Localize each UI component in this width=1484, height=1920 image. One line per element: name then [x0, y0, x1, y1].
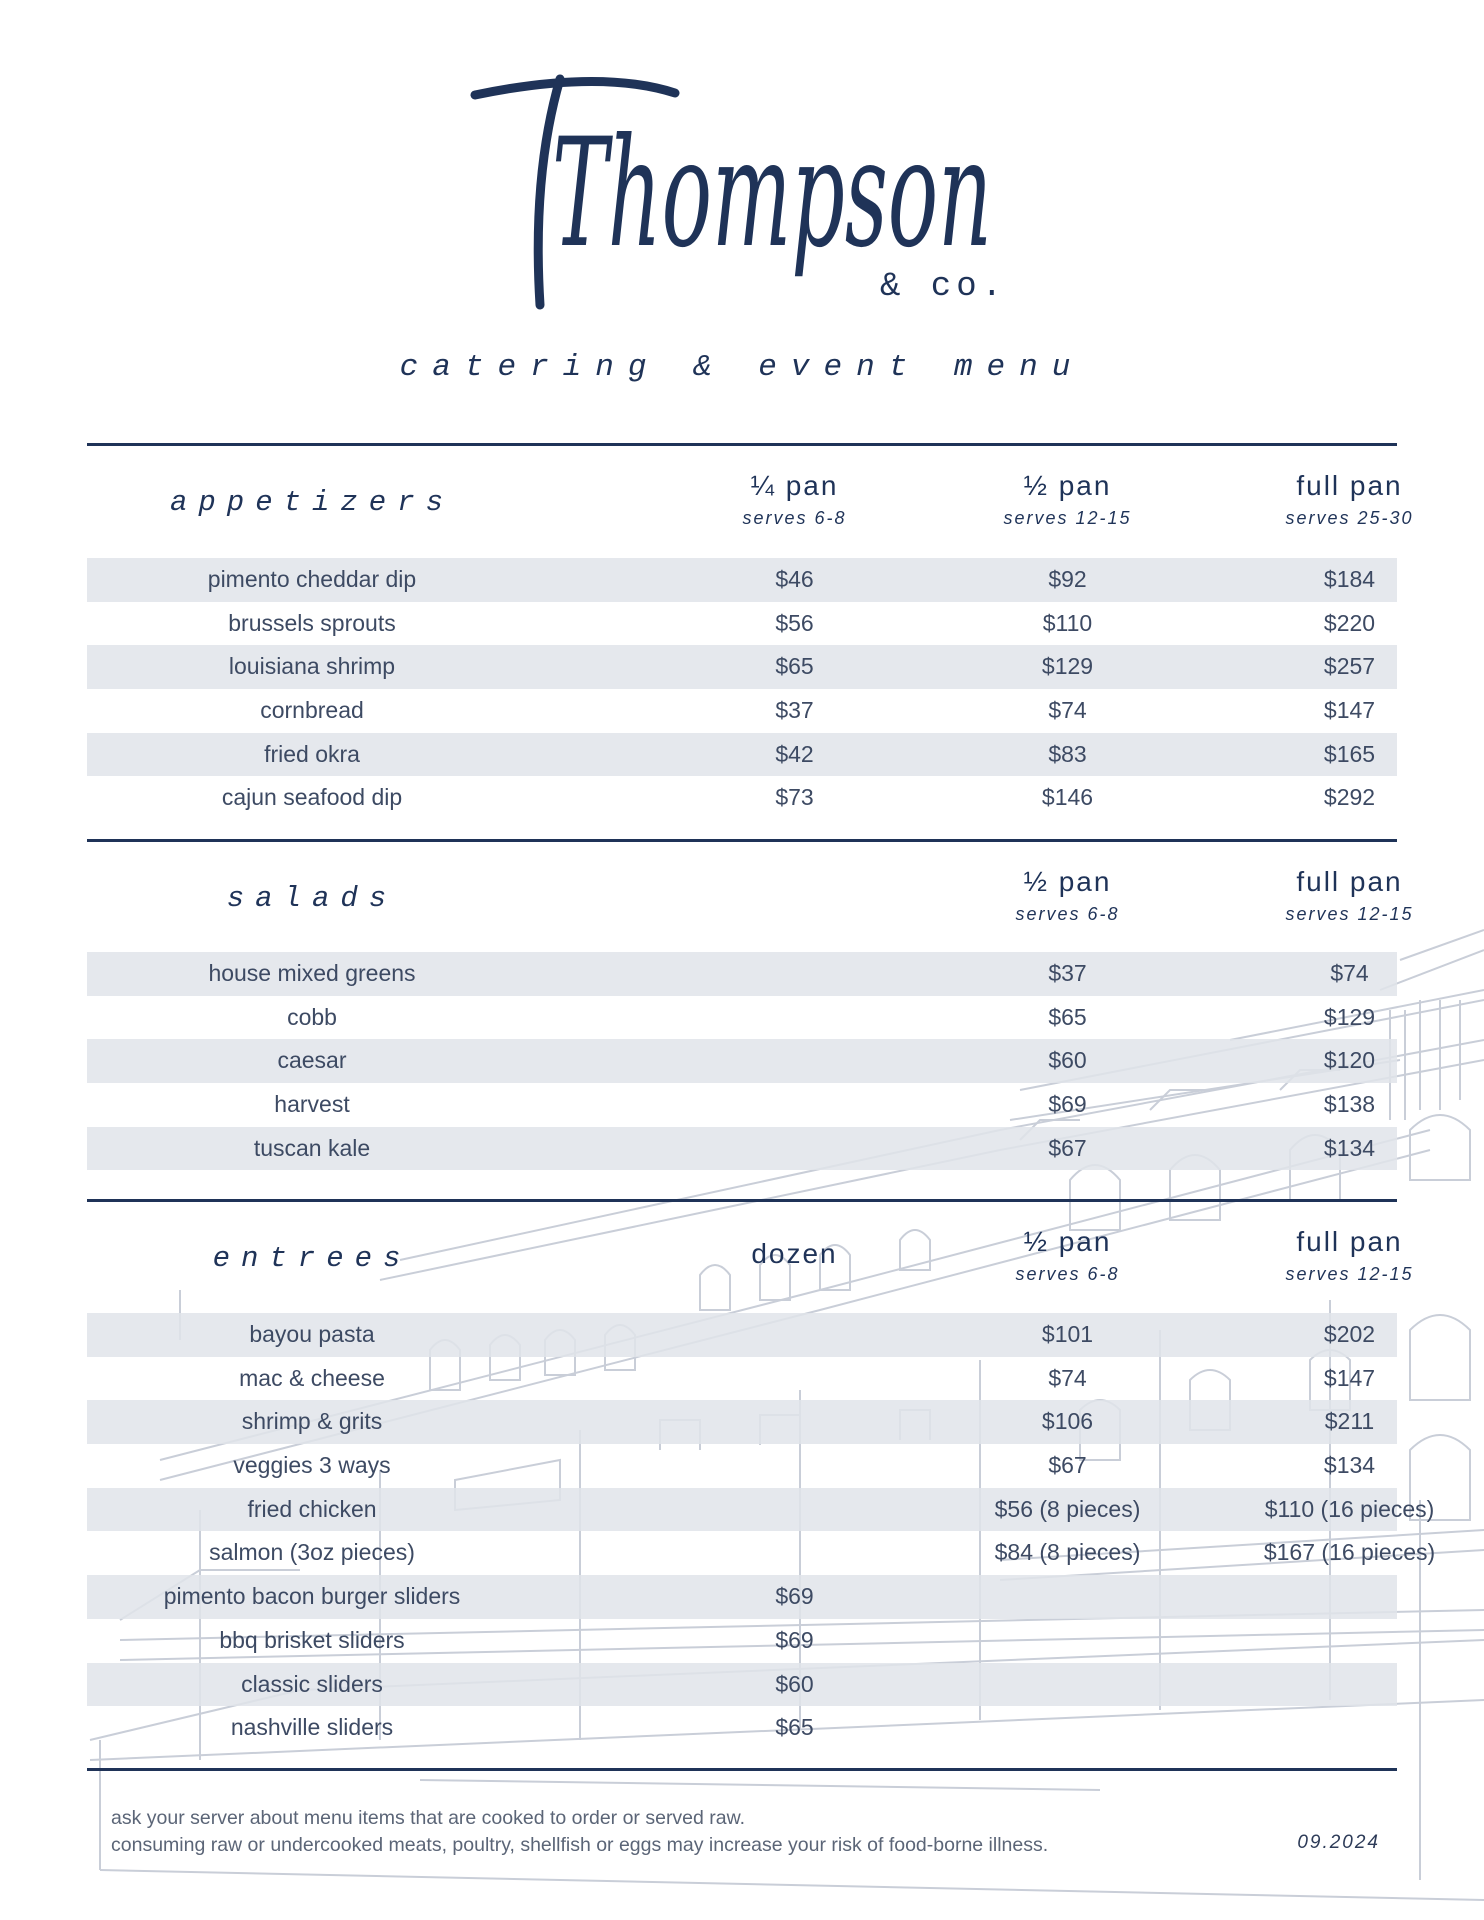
- column-size: full pan: [1296, 866, 1403, 897]
- salads-section: [87, 842, 1414, 1170]
- item-price: $110 (16 pieces): [1264, 1495, 1435, 1522]
- column-serves: serves 6-8: [1015, 904, 1120, 924]
- item-price: $211: [1324, 1408, 1375, 1435]
- menu-row: [87, 645, 1397, 689]
- menu-subtitle: catering & event menu: [399, 350, 1085, 385]
- menu-row: [87, 1488, 1435, 1532]
- menu-row: [87, 952, 1397, 996]
- item-price: $292: [1323, 784, 1376, 811]
- column-header-half-pan: [930, 470, 1205, 529]
- item-name: classic sliders: [241, 1670, 383, 1697]
- item-price: $146: [1041, 784, 1094, 811]
- item-name: mac & cheese: [239, 1364, 385, 1391]
- column-serves: serves 12-15: [1285, 904, 1414, 924]
- section-title: salads: [226, 882, 398, 915]
- section-title: appetizers: [169, 486, 455, 519]
- thompson-logo: [460, 55, 1040, 325]
- column-size: full pan: [1296, 470, 1403, 501]
- item-price: $46: [775, 566, 814, 592]
- column-header-full-pan: [1212, 1226, 1484, 1285]
- item-name: cornbread: [260, 697, 364, 724]
- item-price: $101: [1041, 1321, 1094, 1347]
- column-serves: serves 12-15: [1285, 1264, 1414, 1284]
- column-header-quarter-pan: [657, 470, 932, 529]
- column-size: ½ pan: [1023, 1226, 1112, 1257]
- menu-row: [87, 1313, 1397, 1357]
- item-price: $65: [775, 653, 814, 680]
- item-price: $84 (8 pieces): [994, 1539, 1141, 1566]
- column-serves: serves 6-8: [742, 508, 847, 528]
- item-name: bbq brisket sliders: [219, 1626, 405, 1653]
- brand-suffix: & co.: [880, 268, 1008, 306]
- item-price: $110: [1042, 609, 1093, 636]
- section-title: entrees: [212, 1242, 412, 1275]
- item-price: $120: [1323, 1047, 1376, 1074]
- disclaimer-line: ask your server about menu items that are cooked to order or served raw.: [111, 1807, 746, 1829]
- item-name: brussels sprouts: [228, 609, 396, 636]
- item-price: $74: [1330, 960, 1369, 986]
- item-name: cajun seafood dip: [221, 784, 403, 811]
- item-name: fried chicken: [247, 1495, 377, 1522]
- item-price: $147: [1323, 697, 1376, 724]
- item-price: $65: [1048, 1003, 1087, 1030]
- item-price: $69: [775, 1626, 814, 1653]
- item-price: $92: [1048, 566, 1087, 592]
- menu-row: [87, 1083, 1397, 1127]
- menu-row: [87, 1444, 1397, 1488]
- item-price: $129: [1323, 1003, 1376, 1030]
- column-serves: serves 25-30: [1285, 508, 1414, 528]
- item-price: $134: [1323, 1134, 1376, 1161]
- item-price: $167 (16 pieces): [1263, 1539, 1436, 1566]
- item-price: $129: [1041, 653, 1094, 680]
- entrees-section: [87, 1202, 1436, 1750]
- disclaimer-line: consuming raw or undercooked meats, poultry, shellfish or eggs may increase your risk of food-borne illness.: [111, 1834, 1049, 1856]
- item-name: fried okra: [264, 740, 360, 767]
- item-name: shrimp & grits: [241, 1408, 383, 1435]
- menu-row: [87, 1619, 1397, 1663]
- footer-disclaimer: [111, 1805, 1048, 1859]
- item-name: house mixed greens: [208, 960, 416, 986]
- item-price: $56 (8 pieces): [994, 1495, 1141, 1522]
- item-price: $138: [1323, 1091, 1376, 1118]
- item-price: $134: [1323, 1452, 1376, 1479]
- item-price: $42: [775, 740, 814, 767]
- menu-row: [87, 1127, 1397, 1171]
- column-size: dozen: [751, 1238, 838, 1269]
- item-name: pimento bacon burger sliders: [163, 1583, 461, 1610]
- item-price: $202: [1323, 1321, 1376, 1347]
- menu-row: [87, 1400, 1397, 1444]
- menu-row: [87, 1575, 1397, 1619]
- column-header-full-pan: [1212, 470, 1484, 529]
- item-price: $74: [1048, 1364, 1087, 1391]
- item-name: tuscan kale: [253, 1134, 371, 1161]
- item-price: $83: [1048, 740, 1087, 767]
- item-name: caesar: [277, 1047, 347, 1074]
- column-header-half-pan: [930, 1226, 1205, 1285]
- item-name: harvest: [274, 1091, 350, 1118]
- column-size: ½ pan: [1023, 470, 1112, 501]
- item-price: $56: [775, 609, 814, 636]
- column-size: ½ pan: [1023, 866, 1112, 897]
- item-price: $184: [1323, 566, 1376, 592]
- menu-row: [87, 1357, 1397, 1401]
- item-name: louisiana shrimp: [228, 653, 396, 680]
- menu-row: [87, 776, 1397, 820]
- menu-row: [87, 1706, 1397, 1750]
- item-name: nashville sliders: [230, 1714, 394, 1741]
- item-name: veggies 3 ways: [233, 1452, 391, 1479]
- item-price: $37: [1048, 960, 1087, 986]
- item-price: $220: [1323, 609, 1376, 636]
- menu-row: [87, 558, 1397, 602]
- item-price: $257: [1323, 653, 1376, 680]
- appetizers-section: [87, 446, 1414, 820]
- menu-row: [87, 1039, 1397, 1083]
- item-price: $74: [1048, 697, 1087, 724]
- column-size: ¼ pan: [750, 470, 839, 501]
- column-serves: serves 12-15: [1003, 508, 1132, 528]
- menu-row: [87, 602, 1397, 646]
- menu-row: [87, 733, 1397, 777]
- item-name: pimento cheddar dip: [207, 566, 417, 592]
- item-name: salmon (3oz pieces): [209, 1539, 415, 1566]
- item-price: $73: [775, 784, 814, 811]
- section-divider: [87, 1768, 1397, 1771]
- item-price: $147: [1323, 1364, 1376, 1391]
- column-serves: serves 6-8: [1015, 1264, 1120, 1284]
- item-name: cobb: [287, 1003, 337, 1030]
- item-price: $106: [1041, 1408, 1094, 1435]
- item-price: $69: [1048, 1091, 1087, 1118]
- item-price: $37: [775, 697, 814, 724]
- item-price: $67: [1048, 1134, 1087, 1161]
- item-price: $60: [1048, 1047, 1087, 1074]
- menu-row: [87, 1531, 1436, 1575]
- brand-name: Thompson: [552, 107, 992, 281]
- item-price: $165: [1323, 740, 1376, 767]
- column-size: full pan: [1296, 1226, 1403, 1257]
- column-header-half-pan: [930, 866, 1205, 925]
- column-header-full-pan: [1212, 866, 1484, 925]
- item-name: bayou pasta: [249, 1321, 375, 1347]
- menu-date: 09.2024: [1297, 1832, 1380, 1853]
- item-price: $65: [775, 1714, 814, 1741]
- item-price: $67: [1048, 1452, 1087, 1479]
- menu-row: [87, 996, 1397, 1040]
- menu-row: [87, 1663, 1397, 1707]
- item-price: $69: [775, 1583, 814, 1610]
- column-header-dozen: [657, 1238, 932, 1270]
- item-price: $60: [775, 1670, 814, 1697]
- menu-row: [87, 689, 1397, 733]
